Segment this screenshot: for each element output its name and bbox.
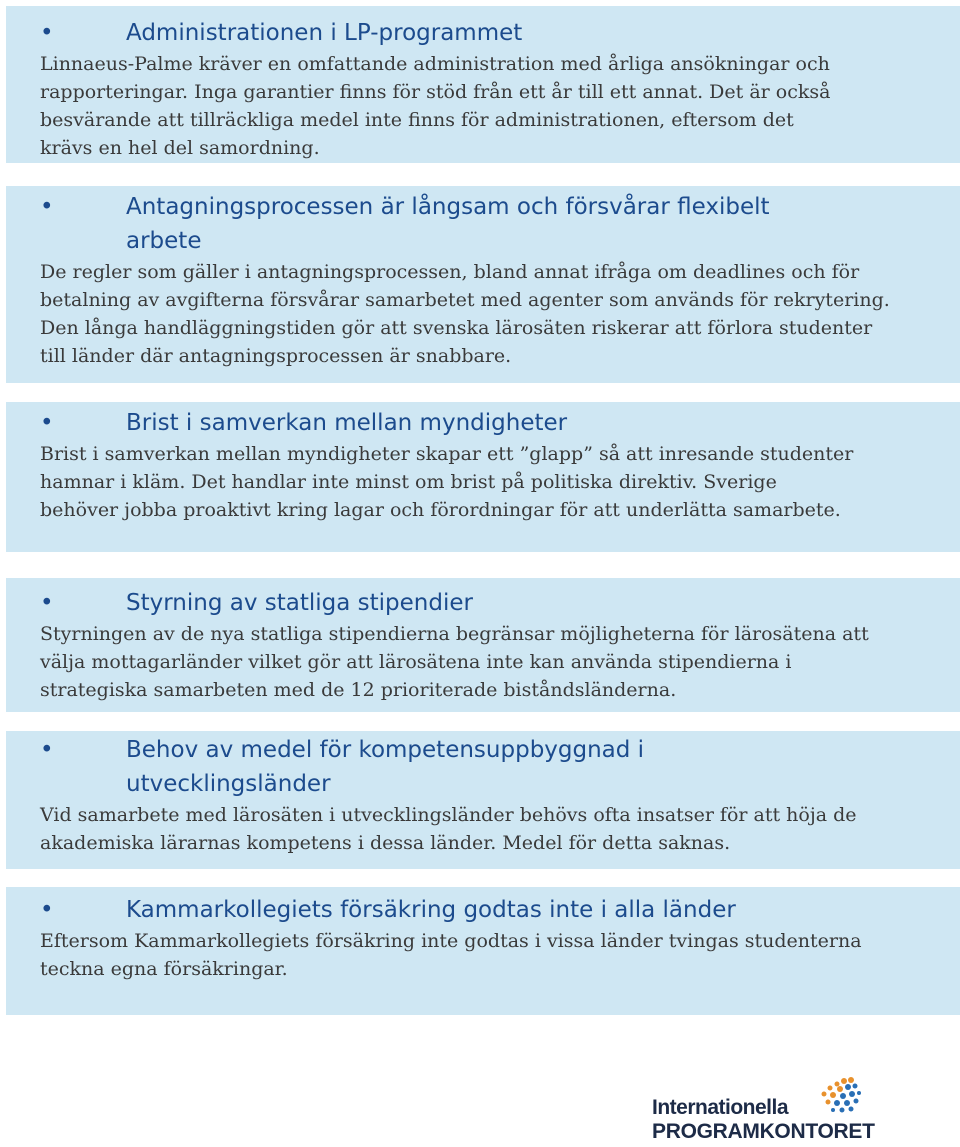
section-heading xyxy=(40,16,954,50)
section-admission-process xyxy=(6,186,960,383)
internationella-programkontoret-logo xyxy=(652,1076,875,1146)
section-heading-text: Behov av medel för kompetensuppbyggnad i utvecklingsländer xyxy=(126,737,645,797)
section-heading-text: Styrning av statliga stipendier xyxy=(126,590,473,616)
section-capacity-building xyxy=(6,731,960,869)
section-body: Styrningen av de nya statliga stipendierna begränsar möjligheterna för lärosätena att välja mottagarländer vilket gör att lärosätena inte kan använda stipendierna i strategiska samarbeten med de 12 prioriterade biståndsländerna. xyxy=(40,623,869,701)
section-body: Eftersom Kammarkollegiets försäkring inte godtas i vissa länder tvingas studenterna teckna egna försäkringar. xyxy=(40,930,862,980)
section-agency-cooperation xyxy=(6,402,960,552)
bullet-icon: • xyxy=(40,20,54,46)
bullet-icon: • xyxy=(40,737,54,763)
section-body: Vid samarbete med lärosäten i utvecklingsländer behövs ofta insatser för att höja de akademiska lärarnas kompetens i dessa länder. Medel för detta saknas. xyxy=(40,804,857,854)
section-body: Brist i samverkan mellan myndigheter skapar ett ”glapp” så att inresande studenter hamnar i kläm. Det handlar inte minst om brist på politiska direktiv. Sverige behöver jobba proaktivt kring lagar och förordningar för att underlätta samarbete. xyxy=(40,443,854,521)
section-heading-text: Administrationen i LP-programmet xyxy=(126,20,523,46)
logo-text-internationella: Internationella xyxy=(652,1096,789,1119)
section-body: De regler som gäller i antagningsprocessen, bland annat ifråga om deadlines och för betalning av avgifterna försvårar samarbetet med agenter som används för rekrytering. Den långa handläggningstiden gör att svenska lärosäten riskerar att förlora studenter till länder där antagningsprocessen är snabbare. xyxy=(40,261,890,367)
section-heading-text: Brist i samverkan mellan myndigheter xyxy=(126,410,568,436)
section-heading-text: Antagningsprocessen är långsam och försvårar flexibelt arbete xyxy=(126,194,770,254)
bullet-icon: • xyxy=(40,410,54,436)
globe-dots-icon xyxy=(814,1076,862,1116)
section-body: Linnaeus-Palme kräver en omfattande administration med årliga ansökningar och rapporteringar. Inga garantier finns för stöd från ett år till ett annat. Det är också besvärande att tillräckliga medel inte finns för administrationen, eftersom det krävs en hel del samordning. xyxy=(40,53,831,159)
section-insurance xyxy=(6,887,960,1015)
section-heading xyxy=(40,586,954,620)
bullet-icon: • xyxy=(40,194,54,220)
section-scholarships xyxy=(6,578,960,712)
section-heading xyxy=(40,893,954,927)
logo-text-programkontoret: PROGRAMKONTORET xyxy=(652,1120,875,1143)
section-heading xyxy=(40,733,766,801)
bullet-icon: • xyxy=(40,897,54,923)
section-administration xyxy=(6,6,960,163)
section-heading xyxy=(40,406,954,440)
section-heading-text: Kammarkollegiets försäkring godtas inte i alla länder xyxy=(126,897,736,923)
section-heading xyxy=(40,190,846,258)
bullet-icon: • xyxy=(40,590,54,616)
